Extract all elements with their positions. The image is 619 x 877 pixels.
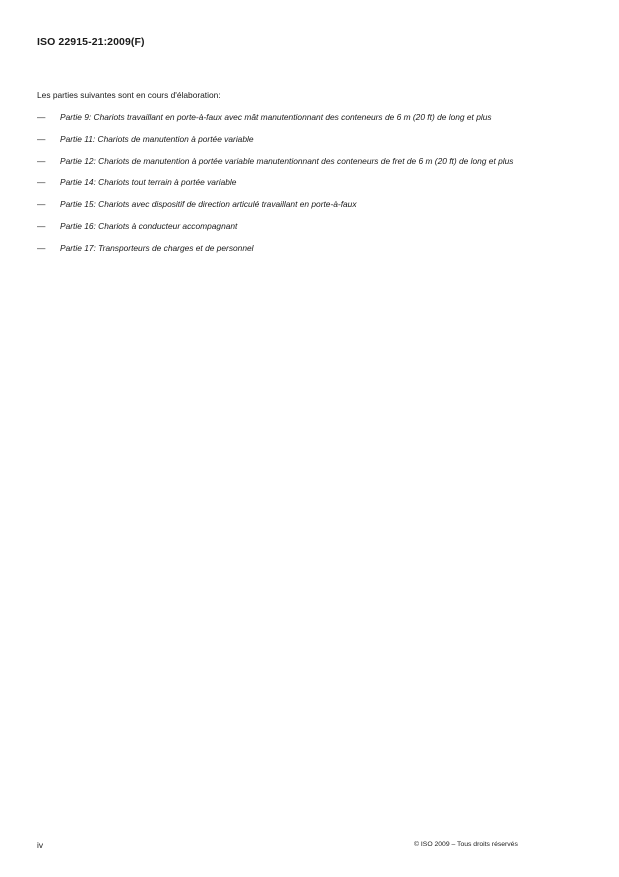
em-dash-bullet: — [37,155,46,166]
list-item-part-9 [37,112,546,123]
parts-list [37,112,546,265]
em-dash-bullet: — [37,133,46,144]
page-number: iv [37,840,44,850]
page-header: ISO 22915-21:2009(F) [37,36,145,48]
em-dash-bullet: — [37,177,46,188]
em-dash-bullet: — [37,220,46,231]
part-text: Partie 14: Chariots tout terrain à portée variable [60,177,237,188]
part-text: Partie 11: Chariots de manutention à portée variable [60,133,254,144]
list-item-part-17 [37,243,546,254]
part-text: Partie 17: Transporteurs de charges et de personnel [60,242,254,253]
em-dash-bullet: — [37,242,46,253]
part-text: Partie 16: Chariots à conducteur accompagnant [60,220,238,231]
part-text: Partie 15: Chariots avec dispositif de direction articulé travaillant en porte-à-faux [60,199,357,210]
list-item-part-16 [37,221,546,232]
part-text: Partie 12: Chariots de manutention à portée variable manutentionnant des conteneurs de fret de 6 m (20 ft) de long et plus [60,155,514,166]
list-item-part-11 [37,134,546,145]
intro-paragraph: Les parties suivantes sont en cours d'élaboration: [37,90,221,100]
em-dash-bullet: — [37,112,46,122]
copyright-notice: © ISO 2009 – Tous droits réservés [414,841,518,848]
list-item-part-12 [37,156,546,167]
list-item-part-14 [37,177,546,188]
em-dash-bullet: — [37,199,46,210]
list-item-part-15 [37,199,546,210]
part-text: Partie 9: Chariots travaillant en porte-à-faux avec mât manutentionnant des conteneurs de 6 m (20 ft) de long et plus [60,112,492,122]
